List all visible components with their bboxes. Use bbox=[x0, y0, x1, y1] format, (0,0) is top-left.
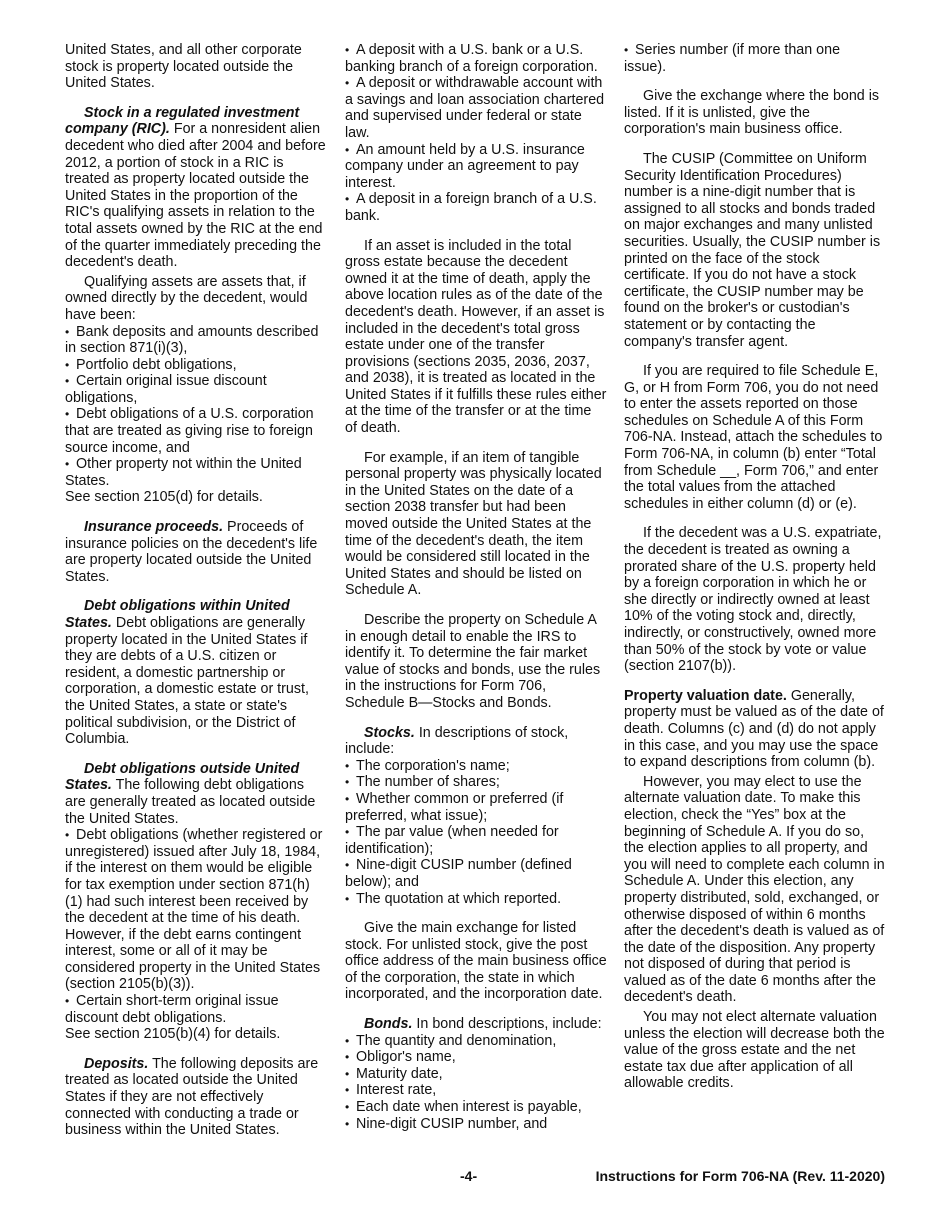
list-item: • Obligor's name, bbox=[345, 1049, 607, 1066]
insurance-paragraph bbox=[65, 519, 327, 585]
paragraph: However, you may elect to use the alternate valuation date. To make this election, check the “Yes” box at the beginning of Schedule A. If you do so, the election applies to all property, and you will need to complete each column in Schedule A. Under this election, any property distributed, sold, exchanged, or otherwise disposed of within 6 months after the decedent's death is valued as of the date of the disposition. Any property not disposed of during that period is valued as of the date 6 months after the decedent's death. bbox=[624, 773, 885, 1006]
paragraph: Give the main exchange for listed stock. For unlisted stock, give the post office address of the main business office of the corporation, the state in which incorporated, and the incorporation date. bbox=[345, 920, 607, 1003]
list-item: • Debt obligations of a U.S. corporation that are treated as giving rise to foreign source income, and bbox=[65, 406, 327, 456]
valuation-paragraph bbox=[624, 688, 886, 771]
debt-outside-paragraph bbox=[65, 761, 327, 827]
list-item: • A deposit in a foreign branch of a U.S. bank. bbox=[345, 191, 607, 224]
list-item: • Bank deposits and amounts described in section 871(i)(3), bbox=[65, 324, 327, 357]
debt-outside-heading: Debt obligations outside United States. bbox=[65, 760, 300, 794]
list-item: • Other property not within the United States. bbox=[65, 456, 327, 489]
paragraph: Give the exchange where the bond is listed. If it is unlisted, give the corporation's main business office. bbox=[624, 88, 880, 138]
paragraph: For example, if an item of tangible personal property was physically located in the United States on the date of a section 2038 transfer but had been moved outside the United States at the time of the decedent's death, the item would be considered still located in the United States and should be listed on Schedule A. bbox=[345, 449, 602, 599]
paragraph: See section 2105(d) for details. bbox=[65, 489, 263, 506]
bonds-body: In bond descriptions, include: bbox=[412, 1016, 602, 1033]
valuation-body: Generally, property must be valued as of the date of death. Columns (c) and (d) do not apply in this case, and you may use the space to expand descriptions from column (b). bbox=[624, 687, 884, 771]
list-item: • Portfolio debt obligations, bbox=[65, 357, 327, 374]
list-item: • A deposit or withdrawable account with a savings and loan association chartered and supervised under federal or state law. bbox=[345, 75, 607, 141]
text-column-middle bbox=[345, 42, 607, 1132]
list-item: • The number of shares; bbox=[345, 774, 607, 791]
debt-outside-body: The following debt obligations are generally treated as located outside the United States. bbox=[65, 777, 316, 827]
valuation-heading: Property valuation date. bbox=[624, 687, 787, 704]
list-item: • Each date when interest is payable, bbox=[345, 1099, 607, 1116]
paragraph: Describe the property on Schedule A in enough detail to enable the IRS to identify it. To determine the fair market value of stocks and bonds, use the rules in the instructions for Form 706, Schedule B—Stocks and Bonds. bbox=[345, 612, 601, 711]
debt-within-paragraph bbox=[65, 598, 327, 747]
list-item: • An amount held by a U.S. insurance company under an agreement to pay interest. bbox=[345, 142, 607, 192]
paragraph: The CUSIP (Committee on Uniform Security Identification Procedures) number is a nine-digit number that is assigned to all stocks and bonds traded on major exchanges and many unlisted securities. Usually, the CUSIP number is printed on the face of the stock certificate. If you do not have a stock certificate, the CUSIP number may be found on the broker's or custodian's statement or by contacting the company's transfer agent. bbox=[624, 150, 881, 350]
paragraph: See section 2105(b)(4) for details. bbox=[65, 1026, 281, 1043]
deposits-body: The following deposits are treated as located outside the United States if they are not effectively connected with conducting a trade or business within the United States. bbox=[65, 1055, 319, 1139]
paragraph: United States, and all other corporate stock is property located outside the United States. bbox=[65, 42, 302, 92]
paragraph: If an asset is included in the total gross estate because the decedent owned it at the time of death, apply the above location rules as of the date of the decedent's death. However, if an asset is included in the decedent's total gross estate under one of the transfer provisions (sections 2035, 2036, 2037, and 2038), it is treated as located in the United States if it fulfills these rules either at the time of the transfer or at the time of death. bbox=[345, 237, 607, 437]
deposits-paragraph bbox=[65, 1056, 327, 1139]
ric-heading: Stock in a regulated investment company (RIC). bbox=[65, 104, 300, 138]
list-item: • A deposit with a U.S. bank or a U.S. banking branch of a foreign corporation. bbox=[345, 42, 607, 75]
list-item: • Interest rate, bbox=[345, 1082, 607, 1099]
list-item: • Certain short-term original issue discount debt obligations. bbox=[65, 993, 327, 1026]
list-item: • Nine-digit CUSIP number (defined below); and bbox=[345, 857, 607, 890]
list-item: • The corporation's name; bbox=[345, 758, 607, 775]
list-item: • Whether common or preferred (if preferred, what issue); bbox=[345, 791, 607, 824]
page-number: -4- bbox=[460, 1168, 478, 1184]
list-item: • Maturity date, bbox=[345, 1066, 607, 1083]
stocks-body: In descriptions of stock, include: bbox=[345, 724, 569, 758]
text-column-left bbox=[65, 42, 327, 1139]
bonds-paragraph bbox=[345, 1016, 607, 1033]
debt-within-heading: Debt obligations within United States. bbox=[65, 598, 290, 631]
stocks-heading: Stocks. bbox=[364, 724, 415, 741]
insurance-body: Proceeds of insurance policies on the decedent's life are property located outside the United States. bbox=[65, 519, 318, 585]
paragraph: If the decedent was a U.S. expatriate, the decedent is treated as owning a prorated share of the U.S. property held by a foreign corporation in which he or she directly or indirectly owned at least 10% of the voting stock and, directly, indirectly, or constructively, owned more than 50% of the stock by vote or value (section 2107(b)). bbox=[624, 525, 882, 675]
list-item: • The par value (when needed for identification); bbox=[345, 824, 607, 857]
list-item: • The quotation at which reported. bbox=[345, 891, 607, 908]
list-item: • Series number (if more than one issue). bbox=[624, 42, 886, 75]
list-item: • Debt obligations (whether registered or unregistered) issued after July 18, 1984, if the interest on them would be eligible for tax exemption under section 871(h)(1) had such interest been received by the decedent at the time of his death. However, if the debt earns contingent interest, some or all of it may be considered property in the United States (section 2105(b)(3)). bbox=[65, 827, 327, 993]
debt-within-body: Debt obligations are generally property located in the United States if they are debts of a U.S. citizen or resident, a domestic partnership or corporation, a domestic estate or trust, the United States, a state or state's political subdivision, or the District of Columbia. bbox=[65, 615, 309, 748]
paragraph: If you are required to file Schedule E, G, or H from Form 706, you do not need to enter the assets reported on those schedules on Schedule A of this Form 706-NA. Instead, attach the schedules to Form 706-NA, in column (b) enter “Total from Schedule __, Form 706,” and enter the total values from the attached schedules in either column (d) or (e). bbox=[624, 363, 883, 512]
insurance-heading: Insurance proceeds. bbox=[84, 519, 224, 536]
paragraph: Qualifying assets are assets that, if owned directly by the decedent, would have been: bbox=[65, 273, 308, 323]
text-column-right bbox=[624, 42, 886, 1092]
list-item: • The quantity and denomination, bbox=[345, 1033, 607, 1050]
list-item: • Nine-digit CUSIP number, and bbox=[345, 1116, 607, 1133]
footer-title: Instructions for Form 706-NA (Rev. 11-2020) bbox=[595, 1168, 885, 1184]
stocks-paragraph bbox=[345, 725, 607, 758]
list-item: • Certain original issue discount obligations, bbox=[65, 373, 327, 406]
deposits-heading: Deposits. bbox=[84, 1055, 149, 1072]
ric-paragraph bbox=[65, 105, 327, 271]
bonds-heading: Bonds. bbox=[364, 1016, 413, 1033]
ric-body: For a nonresident alien decedent who died after 2004 and before 2012, a portion of stock in a RIC is treated as property located outside the United States in the proportion of the RIC's qualifying assets in relation to the total assets owned by the RIC at the end of the quarter immediately preceding the decedent's death. bbox=[65, 121, 326, 271]
paragraph: You may not elect alternate valuation unless the election will decrease both the value of the gross estate and the net estate tax due after application of all allowable credits. bbox=[624, 1009, 885, 1092]
